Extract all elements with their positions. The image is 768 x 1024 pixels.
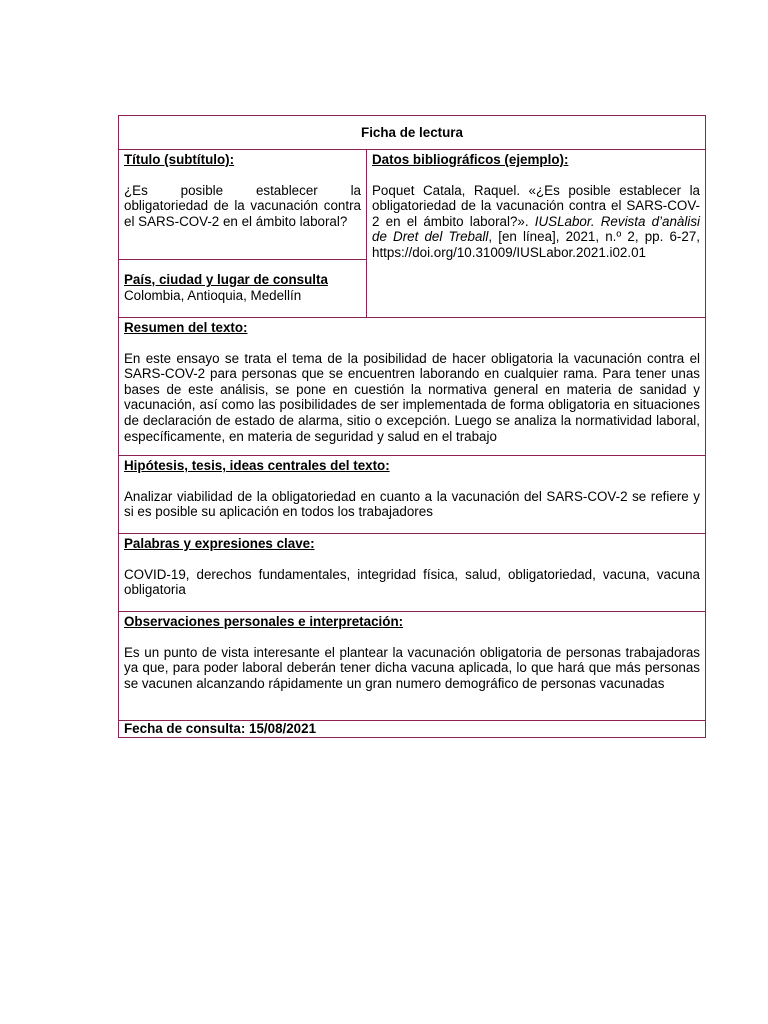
reading-card-table — [118, 115, 706, 738]
bibliographic-text — [372, 183, 700, 261]
country-heading: País, ciudad y lugar de consulta — [124, 272, 328, 287]
observations-heading: Observaciones personales e interpretación: — [124, 614, 404, 629]
keywords-text: COVID-19, derechos fundamentales, integridad física, salud, obligatoriedad, vacuna, vacuna obligatoria — [124, 566, 700, 598]
summary-text: En este ensayo se trata el tema de la posibilidad de hacer obligatoria la vacunación contra el SARS-COV-2 para personas que se encuentren laborando en cualquier rama. Para tener unas bases de este análisis, se pone en cuestión la normativa general en materia de sanidad y vacunación, así como las posibilidades de ser implementada de forma obligatoria en situaciones de declaración de estado de alarma, sitio o excepción. Luego se analiza la normatividad laboral, específicamente, en materia de seguridad y salud en el trabajo — [124, 350, 700, 444]
observations-cell — [119, 612, 706, 721]
title-cell — [119, 150, 367, 260]
bibliographic-cell — [367, 150, 706, 318]
bibliographic-journal: IUSLabor. Revista d’anàlisi de Dret del Treball — [372, 213, 700, 245]
consultation-date: Fecha de consulta: 15/08/2021 — [119, 721, 706, 738]
card-title: Ficha de lectura — [119, 116, 706, 150]
bibliographic-heading: Datos bibliográficos (ejemplo): — [372, 152, 569, 167]
title-text: ¿Es posible establecer la obligatoriedad de la vacunación contra el SARS-COV-2 en el ámbito laboral? — [124, 182, 361, 229]
hypothesis-cell — [119, 456, 706, 534]
bibliographic-details: , [en línea], 2021, n.º 2, pp. 6-27, https://doi.org/10.31009/IUSLabor.2021.i02.01 — [372, 229, 700, 260]
keywords-cell — [119, 534, 706, 612]
summary-heading: Resumen del texto: — [124, 320, 248, 335]
bibliographic-author-title: Poquet Catala, Raquel. «¿Es posible establecer la obligatoriedad de la vacunación contra el SARS-COV-2 en el ámbito laboral?». — [372, 182, 700, 229]
title-heading: Título (subtítulo): — [124, 152, 235, 167]
country-text: Colombia, Antioquia, Medellín — [124, 287, 302, 303]
hypothesis-heading: Hipótesis, tesis, ideas centrales del texto: — [124, 458, 390, 473]
keywords-heading: Palabras y expresiones clave: — [124, 536, 315, 551]
observations-text: Es un punto de vista interesante el plantear la vacunación obligatoria de personas trabajadoras ya que, para poder laboral deberán tener dicha vacuna aplicada, lo que hará que más personas se vacunen alcanzando rápidamente un gran numero demográfico de personas vacunadas — [124, 644, 700, 691]
summary-cell — [119, 318, 706, 456]
hypothesis-text: Analizar viabilidad de la obligatoriedad en cuanto a la vacunación del SARS-COV-2 se refiere y si es posible su aplicación en todos los trabajadores — [124, 488, 700, 520]
country-cell — [119, 260, 367, 318]
